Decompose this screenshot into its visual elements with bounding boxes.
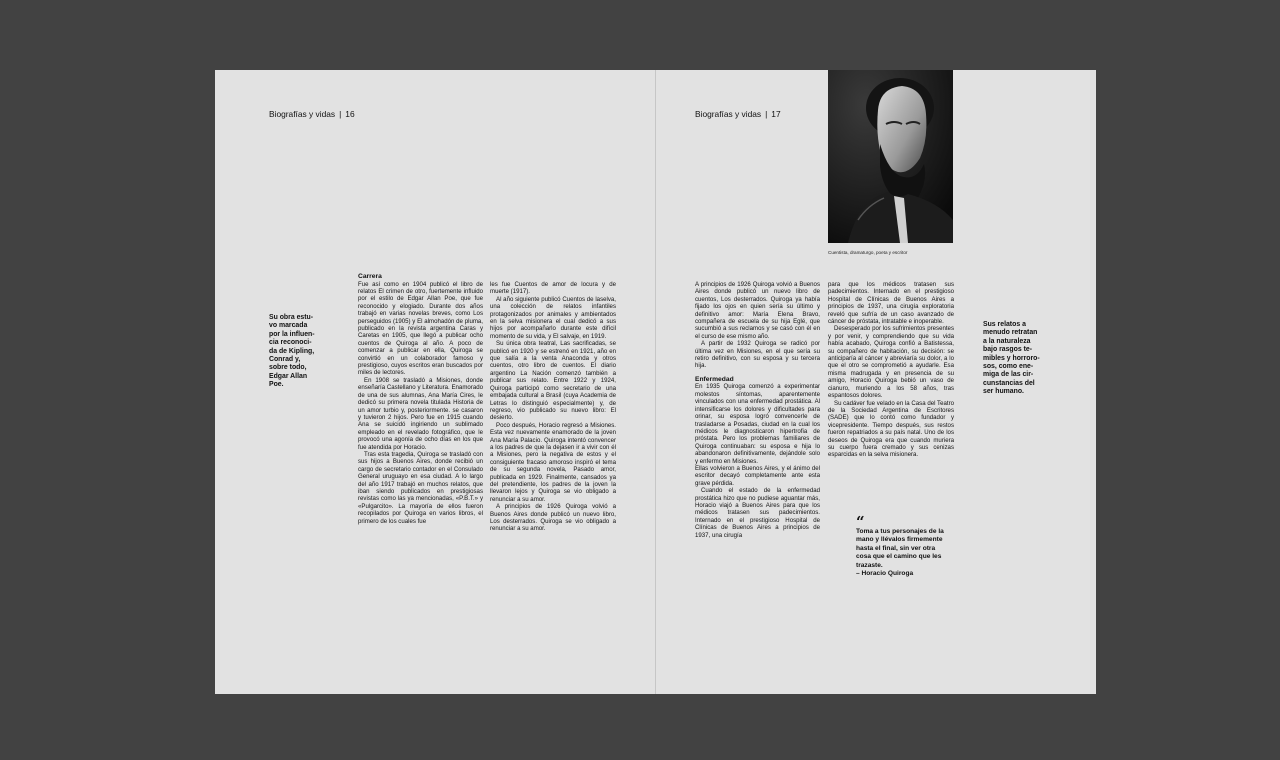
paragraph: A principios de 1926 Quiroga volvió a Buenos Aires donde publicó un nuevo libro, Los desterrados. Quiroga se vio obligado a renunciar a su amor. [490,503,616,533]
paragraph: A principios de 1926 Quiroga volvió a Buenos Aires donde publicó un nuevo libro de cuentos, Los desterrados. Quiroga ya había fijado los ojos en quien sería su último y definitivo amor: María Elena Bravo, compañera de escuela de su hija Eglé, que sucumbió a sus reclamos y se casó con él en el curso de ese mismo año. [695,281,820,340]
header-separator: | [765,109,768,119]
sidenote-line: Poe. [269,381,284,389]
paragraph: Su única obra teatral, Las sacrificadas, se publicó en 1920 y se estrenó en 1921, año en que salía a la venta Anaconda y otros cuentos, otro libro de cuentos. El diario argentino La Nación comenzó también a publicar sus relato. Entre 1922 y 1924, Quiroga participó como secretario de una embajada cultural a Brasil (cuya Academia de Letras lo distinguió especialmente) y, de regreso, vio publicado su nuevo libro: El desierto. [490,340,616,422]
paragraph: A partir de 1932 Quiroga se radicó por última vez en Misiones, en el que sería su retiro definitivo, con su esposa y su tercera hija. [695,340,820,370]
quote-line: hasta el final, sin ver otra [856,544,936,552]
sidenote-line: bajo rasgos te- [983,346,1033,354]
sidenote-line: mibles y horroro- [983,354,1040,362]
sidenote-line: Sus relatos a [983,321,1026,328]
page-number: 16 [345,109,355,119]
right-text-column-1 [695,281,820,593]
left-page-header [269,109,355,119]
paragraph: Cuando el estado de la enfermedad prostática hizo que no pudiese aguantar más, Horacio viajó a Buenos Aires para que los médicos tratasen sus padecimientos. Internado en el prestigioso Hospital de Clínicas de Buenos Aires a principios de 1937, una cirugía [695,487,820,539]
quote-line: cosa que el camino que les [856,553,942,561]
sidenote-line: da de Kipling, [269,347,315,355]
header-title: Biografías y vidas [695,109,762,119]
right-page [656,70,1096,694]
section-heading: Carrera [358,273,382,280]
paragraph: Su cadáver fue velado en la Casa del Teatro de la Sociedad Argentina de Escritores (SADE) que lo contó como fundador y vicepresidente. Tiempo después, sus restos fueron repatriados a su país natal. Uno de los deseos de Quiroga era que cuando muriera su cuerpo fuera cremado y sus cenizas esparcidas en la selva misionera. [828,399,954,459]
right-sidenote [983,321,1053,397]
paragraph: les fue Cuentos de amor de locura y de muerte (1917). [490,281,616,296]
sidenote-line: Conrad y, [269,356,301,364]
paragraph: Fue así como en 1904 publicó el libro de relatos El crimen de otro, fuertemente influido por el estilo de Edgar Allan Poe, que fue reconocido y elogiado. Durante dos años trabajó en varias novelas breves, como Los perseguidos (1905) y El almohadón de pluma, publicado en la revista argentina Caras y Caretas en 1905, que llegó a publicar ocho cuentos de Quiroga al año. A poco de comenzar a publicar en ella, Quiroga se convirtió en un colaborador famoso y prestigioso, cuyos escritos eran buscados por miles de lectores. [358,280,483,377]
right-page-header [695,109,781,119]
sidenote-line: cunstancias del [983,379,1035,387]
quote-line: Toma a tus personajes de la [856,528,944,535]
pull-quote [856,513,959,578]
section-heading: Enfermedad [695,375,734,383]
sidenote-line: ser humano. [983,388,1024,396]
left-sidenote [269,314,319,390]
sidenote-line: miga de las cir- [983,371,1034,379]
header-title: Biografías y vidas [269,109,336,119]
sidenote-line: sobre todo, [269,364,307,372]
quote-line: mano y llévalos firmemente [856,536,943,544]
header-separator: | [339,109,342,119]
quote-line: trazaste. [856,561,883,569]
left-text-column-1 [358,273,483,593]
sidenote-line: vo marcada [269,322,308,330]
sidenote-line: Su obra estu- [269,314,314,321]
paragraph: Tras esta tragedia, Quiroga se trasladó con sus hijos a Buenos Aires, donde recibió un cargo de secretario contador en el Consulado General uruguayo en esa ciudad. A lo largo del año 1917 trabajó en muchos relatos, que iban siendo publicados en prestigiosas revistas como las ya mencionadas, «P.B.T.» y «Pulgarcito». La mayoría de ellos fueron recopilados por Quiroga en varios libros, el primero de los cuales fue [358,450,483,525]
quote-mark-icon: “ [856,513,865,531]
paragraph: Ellas volvieron a Buenos Aires, y el ánimo del escritor decayó completamente ante esta grave pérdida. [695,464,820,487]
paragraph: En 1908 se trasladó a Misiones, donde enseñaría Castellano y Literatura. Enamorado de una de sus alumnas, Ana María Cires, le dedicó su primera novela titulada Historia de un amor turbio y, posteriormente. se casaron y tuvieron 2 hijos. Pero fue en 1915 cuando Ana se suicidó ingiriendo un sublimado empleado en el revelado fotográfico, que le provocó una agonía de ocho días en los que fue atendida por Horacio. [358,376,483,451]
magazine-spread [215,70,1096,694]
paragraph: Poco después, Horacio regresó a Misiones. Esta vez nuevamente enamorado de la joven Ana María Palacio. Quiroga intentó convencer a los padres de que la dejasen ir a vivir con él a Misiones, pero la negativa de estos y el consiguiente fracaso amoroso inspiró el tema de su segunda novela, Pasado amor, publicada en 1929. Finalmente, cansados ya del pretendiente, los padres de la joven la llevaron lejos y Quiroga se vio obligado a renunciar a su amor. [490,421,616,503]
sidenote-line: Edgar Allan [269,372,308,380]
paragraph: En 1935 Quiroga comenzó a experimentar molestos síntomas, aparentemente vinculados con una enfermedad prostática. Al intensificarse los dolores y dificultades para orinar, su esposa logró convencerle de trasladarse a Posadas, ciudad en la cual los médicos le diagnosticaron hipertrofia de próstata. Pero los problemas familiares de Quiroga continuaban: su esposa e hija lo abandonaron definitivamente, dejándole solo y enfermo en Misiones. [695,383,820,465]
paragraph: Desesperado por los sufrimientos presentes y por venir, y comprendiendo que su vida había acabado, Quiroga confió a Batistessa, su compañero de habitación, su decisión: se anticiparía al cáncer y abreviaría su dolor, a lo que el otro se comprometió a ayudarle. Esa misma madrugada y en presencia de su amigo, Horacio Quiroga bebió un vaso de cianuro, muriendo a los 58 años, tras espantosos dolores. [828,325,954,400]
right-text-column-2 [828,281,954,505]
quote-author: – Horacio Quiroga [856,570,914,578]
left-page [215,70,655,694]
sidenote-line: a la naturaleza [983,337,1031,345]
sidenote-line: sos, como ene- [983,363,1034,371]
left-text-column-2 [490,281,616,593]
paragraph: para que los médicos tratasen sus padecimientos. Internado en el prestigioso Hospital de Clínicas de Buenos Aires a principios de 1937, una cirugía exploratoria reveló que sufría de un caso avanzado de cáncer de próstata, intratable e inoperable. [828,281,954,326]
photo-caption: Cuentista, dramaturgo, poeta y escritor [828,250,908,255]
page-number: 17 [771,109,781,119]
sidenote-line: por la influen- [269,330,315,338]
sidenote-line: menudo retratan [983,329,1038,337]
author-portrait-photo [828,70,953,243]
sidenote-line: cia reconoci- [269,339,312,347]
paragraph: Al año siguiente publicó Cuentos de laselva, una colección de relatos infantiles protagonizados por animales y ambientados en la selva misionera el cual dedicó a sus hijos por acompañarlo durante este difícil momento de su vida, y El salvaje, en 1919. [490,295,616,340]
